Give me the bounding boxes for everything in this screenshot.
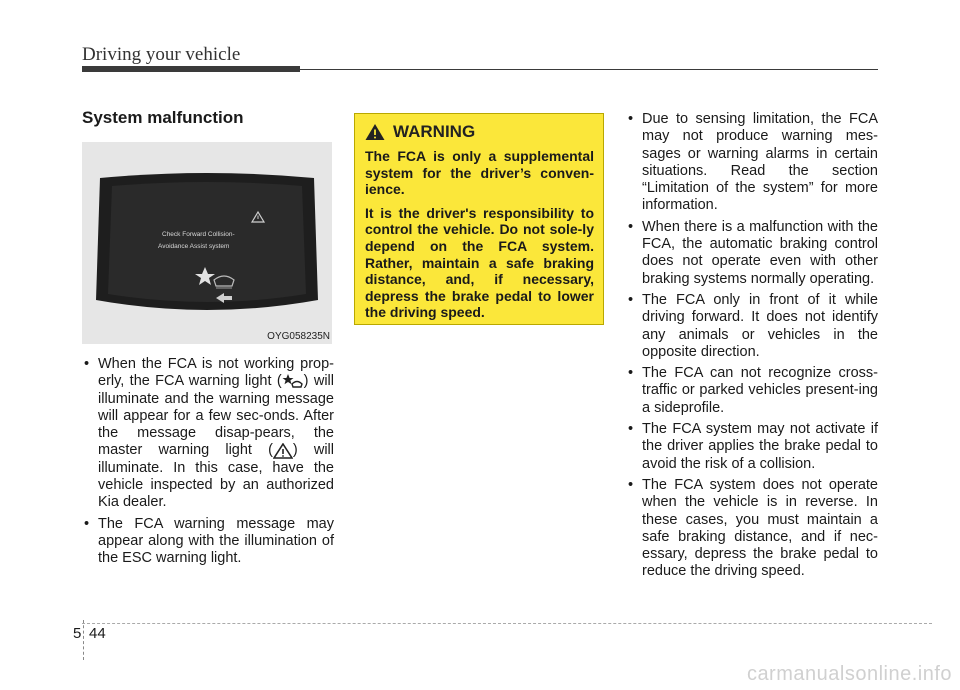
bullet-text: When the FCA is not working prop-erly, the FCA warning light ( bbox=[98, 356, 334, 390]
page-number-separator bbox=[83, 620, 84, 660]
list-item: • The FCA only in front of it while driving forward. It does not identify any animals or vehicles in the opposite direction. bbox=[626, 292, 878, 361]
warning-box bbox=[354, 113, 604, 325]
cluster-message-line2: Avoidance Assist system bbox=[158, 243, 230, 250]
list-item bbox=[82, 356, 334, 512]
fca-warning-light-icon bbox=[282, 373, 304, 389]
list-item: • The FCA can not recognize cross-traffic or parked vehicles present-ing a sideprofile. bbox=[626, 365, 878, 417]
list-item: • The FCA warning message may appear along with the illumination of the ESC warning light. bbox=[82, 516, 334, 568]
list-item: • The FCA system does not operate when the vehicle is in reverse. In these cases, you must maintain a safe braking distance, and if nec-essary, depress the brake pedal to reduce the driving speed. bbox=[626, 477, 878, 581]
warning-paragraph-2: It is the driver's responsibility to control the vehicle. Do not sole-ly depend on the FCA system. Rather, maintain a safe braking distance, and, if necessary, depress the brake pedal to lower the driving speed. bbox=[365, 204, 594, 321]
page-number: 44 bbox=[89, 625, 106, 642]
warning-label: WARNING bbox=[393, 122, 476, 141]
footer-rule bbox=[82, 623, 932, 624]
master-warning-light-icon bbox=[273, 443, 293, 459]
left-bullet-list bbox=[82, 356, 334, 568]
figure-code: OYG058235N bbox=[267, 331, 330, 342]
bullet-text: ) will illuminate. In this case, have the vehicle inspected by an authorized Kia dealer. bbox=[98, 442, 334, 511]
list-item: • When there is a malfunction with the FCA, the automatic braking control does not operate even with other braking systems normally operating. bbox=[626, 219, 878, 288]
cluster-message-line1: Check Forward Collision- bbox=[162, 231, 235, 238]
warning-triangle-icon bbox=[365, 123, 385, 141]
instrument-cluster-display bbox=[92, 170, 322, 320]
header-rule-thin bbox=[300, 69, 878, 70]
bullet-text: ) will illuminate and the warning message will appear for a few sec-onds. After the message disap-pears, the master warning light ( bbox=[98, 373, 334, 459]
chapter-number: 5 bbox=[73, 625, 82, 642]
watermark: carmanualsonline.info bbox=[746, 663, 952, 685]
warning-header bbox=[365, 122, 594, 142]
right-column bbox=[626, 111, 878, 585]
list-item: • Due to sensing limitation, the FCA may not produce warning mes-sages or warning alarms in certain situations. Read the section “Limitation of the system” for more information. bbox=[626, 111, 878, 215]
right-bullet-list bbox=[626, 111, 878, 581]
header-rule-thick bbox=[82, 66, 300, 72]
section-title: System malfunction bbox=[82, 108, 244, 127]
page-header-title: Driving your vehicle bbox=[82, 44, 241, 65]
warning-paragraph-1: The FCA is only a supplemental system for the driver’s conven-ience. bbox=[365, 148, 594, 198]
cluster-figure bbox=[82, 142, 332, 344]
list-item: • The FCA system may not activate if the driver applies the brake pedal to avoid the risk of a collision. bbox=[626, 421, 878, 473]
left-column bbox=[82, 108, 334, 572]
